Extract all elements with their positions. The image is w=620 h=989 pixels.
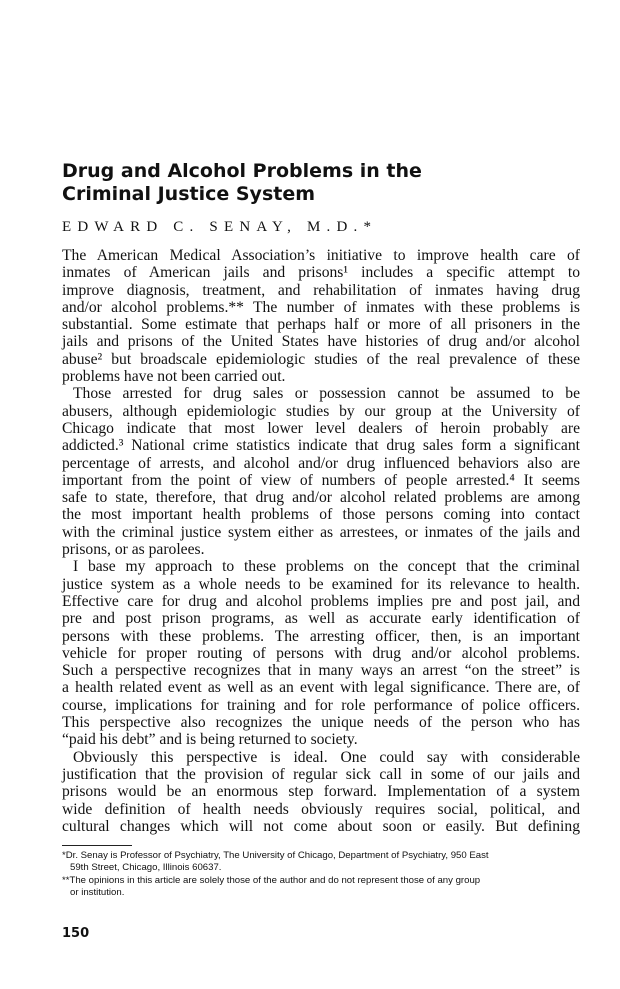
body-line: Effective care for drug and alcohol problems implies pre and post jail, and [62,592,580,610]
body-line: abusers, although epidemiologic studies by our group at the University of [62,402,580,420]
article-title [62,160,562,206]
footnote-divider [62,845,132,846]
body-line: Such a perspective recognizes that in many ways an arrest “on the street” is [62,662,580,680]
body-line: Those arrested for drug sales or possession cannot be assumed to be [73,385,580,403]
author-byline: EDWARD C. SENAY, M.D.* [62,219,378,235]
body-line: This perspective also recognizes the unique needs of the person who has [62,714,580,732]
body-line: The American Medical Association’s initiative to improve health care of [62,247,580,264]
body-line: wide definition of health needs obviously requires social, political, and [62,800,580,818]
body-line: substantial. Some estimate that perhaps half or more of all prisoners in the [62,316,580,334]
body-line: Chicago indicate that most lower level dealers of heroin probably are [62,419,580,437]
body-line: pre and post prison programs, as well as accurate early identification of [62,610,580,628]
body-line: improve diagnosis, treatment, and rehabilitation of inmates having drug [62,281,580,299]
body-line: vehicle for proper routing of persons with drug and/or alcohol problems. [62,644,580,662]
body-line: safe to state, therefore, that drug and/or alcohol related problems are among [62,489,580,507]
body-line: and/or alcohol problems.** The number of inmates with these problems is [62,298,580,316]
footnotes [62,850,580,900]
body-line: prisons would be an enormous step forward. Implementation of a system [62,783,580,801]
body-line: with the criminal justice system either as arrestees, or inmates of the jails and [62,523,580,541]
body-line: cultural changes which will not come about soon or easily. But defining [62,817,580,835]
body-line: the most important health problems of those persons coming into contact [62,506,580,524]
footnote-line: 59th Street, Chicago, Illinois 60637. [70,862,222,874]
body-line: justification that the provision of regular sick call in some of our jails and [62,765,580,783]
body-line: I base my approach to these problems on the concept that the criminal [73,558,580,576]
body-line: abuse² but broadscale epidemiologic studies of the real prevalence of these [62,350,580,368]
body-line: justice system as a whole needs to be examined for its relevance to health. [62,575,580,593]
body-line: problems have not been carried out. [62,368,286,386]
body-line: course, implications for training and for role performance of police officers. [62,696,580,714]
article-body [62,247,580,835]
body-line: “paid his debt” and is being returned to society. [62,731,358,749]
body-line: Obviously this perspective is ideal. One could say with considerable [73,748,580,766]
body-line: addicted.³ National crime statistics indicate that drug sales form a significant [62,437,580,455]
footnote-line: **The opinions in this article are solely those of the author and do not represent those of any group [62,874,481,886]
body-line: a health related event as well as an event with legal significance. There are, of [62,679,580,697]
title-line: Drug and Alcohol Problems in the [62,160,422,182]
body-line: persons with these problems. The arresting officer, then, is an important [62,627,580,645]
body-line: percentage of arrests, and alcohol and/or drug influenced behaviors also are [62,454,580,472]
body-line: jails and prisons of the United States have histories of drug and/or alcohol [62,333,580,351]
footnote-line: or institution. [70,887,125,899]
body-line: important from the point of view of numbers of people arrested.⁴ It seems [62,471,580,489]
footnote-line: *Dr. Senay is Professor of Psychiatry, The University of Chicago, Department of Psychiatry, 950 East [62,850,489,861]
body-line: inmates of American jails and prisons¹ includes a specific attempt to [62,264,580,282]
body-line: prisons, or as parolees. [62,541,205,559]
page-number: 150 [62,926,90,941]
title-line: Criminal Justice System [62,183,316,205]
